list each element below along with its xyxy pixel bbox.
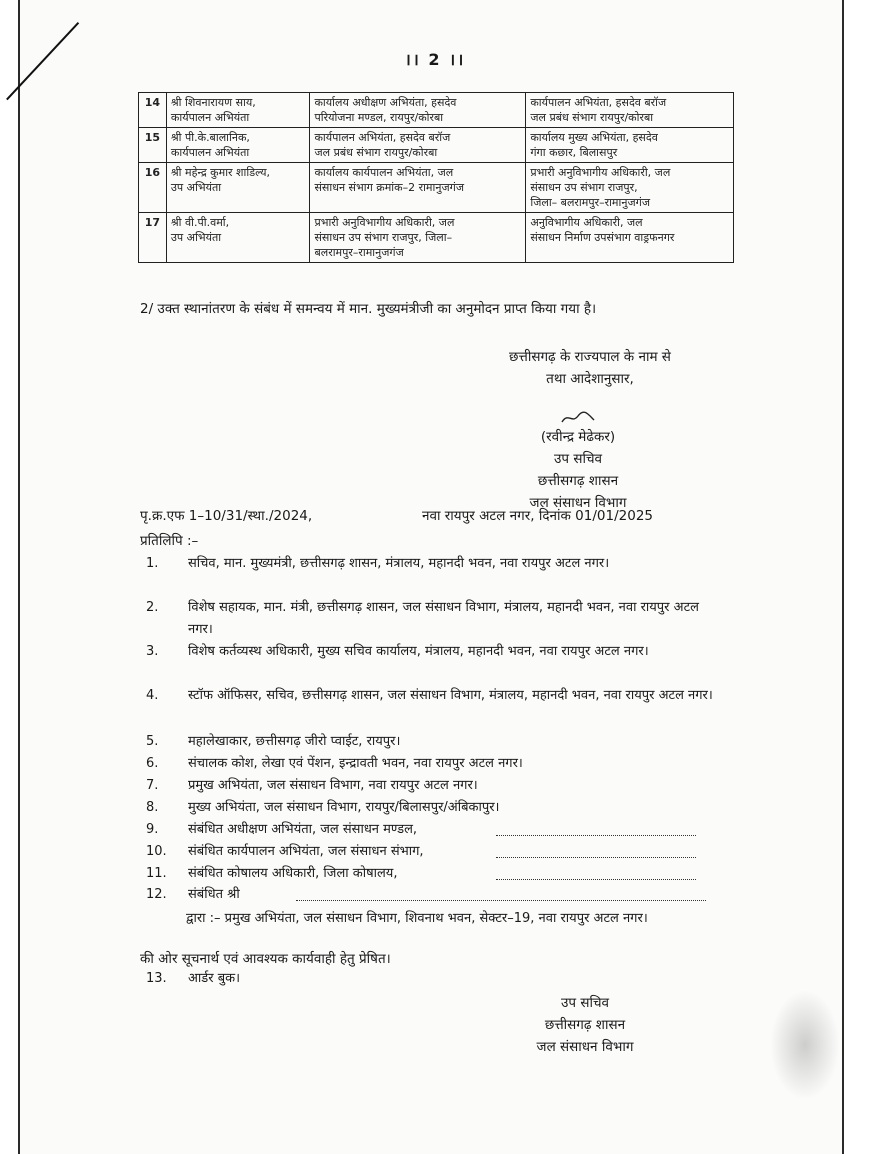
list-item-text: महालेखाकार, छत्तीसगढ़ जीरो प्वाईट, रायपुर। <box>188 734 401 749</box>
list-item-text: संबंधित कोषालय अधिकारी, जिला कोषालय, <box>188 866 398 881</box>
list-item <box>146 968 720 990</box>
scan-smudge <box>770 990 840 1100</box>
fill-in-blank <box>296 888 706 901</box>
list-item-number: 8. <box>146 800 159 815</box>
list-item <box>146 797 720 819</box>
cell-line: जल प्रबंध संभाग रायपुर/कोरबा <box>530 111 654 124</box>
cell-line: कार्यालय मुख्य अभियंता, हसदेव <box>530 131 658 144</box>
list-item-number: 10. <box>146 844 167 859</box>
table-cell <box>526 213 734 263</box>
cell-line: परियोजना मण्डल, रायपुर/कोरबा <box>314 111 444 124</box>
officer-govt: छत्तीसगढ़ शासन <box>537 473 619 489</box>
list-item-number: 12. <box>146 887 167 902</box>
copy-to-heading: प्रतिलिपि :– <box>140 533 199 549</box>
list-item <box>146 685 720 707</box>
cell-line: गंगा कछार, बिलासपुर <box>530 146 618 159</box>
forward-line: की ओर सूचनार्थ एवं आवश्यक कार्यवाही हेतु प्रेषित। <box>140 951 391 967</box>
cell-line: प्रभारी अनुविभागीय अधिकारी, जल <box>314 216 455 229</box>
list-item-number: 1. <box>146 556 159 571</box>
place-date: नवा रायपुर अटल नगर, दिनांक 01/01/2025 <box>422 508 653 524</box>
table-cell <box>526 93 734 128</box>
sign2-govt: छत्तीसगढ़ शासन <box>544 1017 626 1033</box>
through-line: द्वारा :– प्रमुख अभियंता, जल संसाधन विभाग, शिवनाथ भवन, सेक्टर–19, नवा रायपुर अटल नगर। <box>186 911 648 926</box>
fill-in-blank <box>496 845 696 858</box>
cell-line: कार्यालय अधीक्षण अभियंता, हसदेव <box>314 96 457 109</box>
list-item-number: 13. <box>146 971 167 986</box>
cell-line: 15 <box>144 131 161 144</box>
list-item-text: आर्डर बुक। <box>188 971 241 986</box>
cell-line: उप अभियंता <box>170 231 222 244</box>
cell-line: कार्यपालन अभियंता, हसदेव बरॉज <box>314 131 451 144</box>
cell-line: अनुविभागीय अधिकारी, जल <box>530 216 643 229</box>
list-item <box>146 553 720 575</box>
second-signature-block <box>500 992 670 1058</box>
list-item <box>146 884 720 906</box>
list-item-text: संबंधित कार्यपालन अभियंता, जल संसाधन संभाग, <box>188 844 424 859</box>
cell-line: कार्यपालन अभियंता <box>170 146 250 159</box>
table-cell <box>526 163 734 213</box>
table-cell <box>139 128 167 163</box>
list-item-text: प्रमुख अभियंता, जल संसाधन विभाग, नवा रायपुर अटल नगर। <box>188 778 478 793</box>
list-item-number: 11. <box>146 866 167 881</box>
list-item-number: 6. <box>146 756 159 771</box>
officer-title: उप सचिव <box>553 451 603 467</box>
transfer-table <box>138 92 734 263</box>
table-cell <box>310 128 526 163</box>
list-item-text: सचिव, मान. मुख्यमंत्री, छत्तीसगढ़ शासन, मंत्रालय, महानदी भवन, नवा रायपुर अटल नगर। <box>188 556 610 571</box>
table-cell <box>139 213 167 263</box>
cell-line: कार्यपालन अभियंता <box>170 111 250 124</box>
list-item-number: 3. <box>146 644 159 659</box>
table-row <box>139 213 734 263</box>
cell-line: 14 <box>144 96 161 109</box>
cell-line: उप अभियंता <box>170 181 222 194</box>
governor-line-1: छत्तीसगढ़ के राज्यपाल के नाम से <box>509 349 671 365</box>
list-item-text: संबंधित अधीक्षण अभियंता, जल संसाधन मण्डल, <box>188 822 418 837</box>
cell-line: 16 <box>144 166 161 179</box>
list-item-text: स्टॉफ ऑफिसर, सचिव, छत्तीसगढ़ शासन, जल संसाधन विभाग, मंत्रालय, महानदी भवन, नवा रायपुर अटल नगर। <box>188 688 713 703</box>
table-cell <box>310 213 526 263</box>
list-item-number: 7. <box>146 778 159 793</box>
list-item-number: 2. <box>146 600 159 615</box>
cell-line: जिला– बलरामपुर–रामानुजगंज <box>530 196 650 209</box>
list-item-text: मुख्य अभियंता, जल संसाधन विभाग, रायपुर/बिलासपुर/अंबिकापुर। <box>188 800 500 815</box>
cell-line: श्री पी.के.बालानिक, <box>170 131 250 144</box>
list-item-number: 9. <box>146 822 159 837</box>
table-cell <box>166 163 310 213</box>
cell-line: जल प्रबंध संभाग रायपुर/कोरबा <box>314 146 438 159</box>
page-number: ।। 2 ।। <box>404 50 466 69</box>
list-item-text: संचालक कोश, लेखा एवं पेंशन, इन्द्रावती भवन, नवा रायपुर अटल नगर। <box>188 756 523 771</box>
paragraph-2: 2/ उक्त स्थानांतरण के संबंध में समन्वय में मान. मुख्यमंत्रीजी का अनुमोदन प्राप्त किया गया है। <box>140 301 597 317</box>
table-cell <box>166 128 310 163</box>
list-item-text: संबंधित श्री <box>188 887 240 902</box>
reference-number: पृ.क्र.एफ 1–10/31/स्था./2024, <box>140 508 313 524</box>
list-item <box>146 775 720 797</box>
table-cell <box>166 93 310 128</box>
list-item-number: 5. <box>146 734 159 749</box>
cell-line: श्री महेन्द्र कुमार शाडिल्य, <box>170 166 271 179</box>
list-item <box>146 841 720 863</box>
signature-scribble <box>558 410 598 426</box>
table-cell <box>166 213 310 263</box>
cell-line: श्री शिवनारायण साय, <box>170 96 256 109</box>
list-item <box>146 863 720 885</box>
cell-line: संसाधन उप संभाग राजपुर, जिला– <box>314 231 453 244</box>
officer-name: (रवीन्द्र मेढेकर) <box>540 429 616 445</box>
list-item <box>146 597 720 641</box>
officer-signature-block <box>458 410 698 514</box>
cell-line: श्री वी.पी.वर्मा, <box>170 216 230 229</box>
cell-line: बलरामपुर–रामानुजगंज <box>314 246 404 259</box>
table-cell <box>310 163 526 213</box>
reference-line <box>140 506 720 524</box>
governor-line-2: तथा आदेशानुसार, <box>546 371 634 387</box>
list-item-text: विशेष सहायक, मान. मंत्री, छत्तीसगढ़ शासन, जल संसाधन विभाग, मंत्रालय, महानदी भवन, नवा रायपुर अटल नगर। <box>188 600 699 637</box>
table-cell <box>526 128 734 163</box>
list-item-text: विशेष कर्तव्यस्थ अधिकारी, मुख्य सचिव कार्यालय, मंत्रालय, महानदी भवन, नवा रायपुर अटल नगर। <box>188 644 649 659</box>
list-item <box>146 819 720 841</box>
fill-in-blank <box>496 823 696 836</box>
cell-line: संसाधन निर्माण उपसंभाग वाड्रफनगर <box>530 231 675 244</box>
table-row <box>139 128 734 163</box>
table-cell <box>139 163 167 213</box>
table-cell <box>139 93 167 128</box>
list-item <box>146 753 720 775</box>
cell-line: संसाधन उप संभाग राजपुर, <box>530 181 638 194</box>
table-cell <box>310 93 526 128</box>
cell-line: 17 <box>144 216 161 229</box>
list-item <box>146 641 720 663</box>
cell-line: कार्यालय कार्यपालन अभियंता, जल <box>314 166 454 179</box>
cell-line: प्रभारी अनुविभागीय अधिकारी, जल <box>530 166 671 179</box>
cell-line: संसाधन संभाग क्रमांक–2 रामानुजगंज <box>314 181 464 194</box>
list-item <box>146 731 720 753</box>
fill-in-blank <box>496 867 696 880</box>
table-row <box>139 163 734 213</box>
governor-order-block <box>440 346 740 390</box>
sign2-title: उप सचिव <box>560 995 610 1011</box>
cell-line: कार्यपालन अभियंता, हसदेव बरॉज <box>530 96 667 109</box>
table-row <box>139 93 734 128</box>
officer-dept: जल संसाधन विभाग <box>529 495 627 511</box>
sign2-dept: जल संसाधन विभाग <box>536 1039 634 1055</box>
list-item-number: 4. <box>146 688 159 703</box>
